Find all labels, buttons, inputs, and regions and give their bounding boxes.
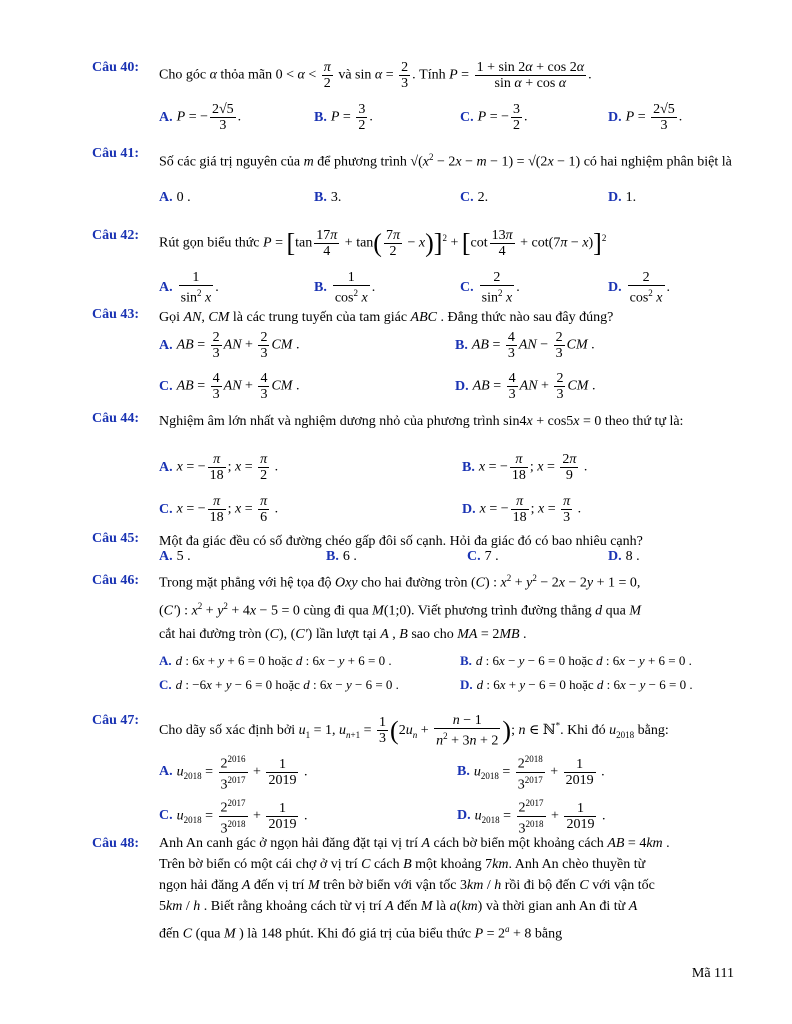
question-text: Cho dãy số xác định bởi $u_1 = 1$, $u_{n+1}$ = $\frac{1}{3}$ ($2u_n$ + $\frac{n - 1}{n^2 + 3n + 2}$ ); n ∈ ℕ*. Khi đó $u_{2018}$ bằng: <box>159 713 669 749</box>
option-b[interactable]: B. AB = $\frac{4}{3}$ AN − $\frac{2}{3}$ CM . <box>455 330 595 361</box>
option-d[interactable]: D. 1. <box>608 190 637 205</box>
option-a[interactable]: A. 0 . <box>159 190 191 205</box>
question-label: Câu 40: <box>92 60 140 75</box>
option-b[interactable]: B. 6 . <box>326 549 357 564</box>
question-label: Câu 43: <box>92 307 140 322</box>
question-text-line: Anh An canh gác ở ngọn hải đăng đặt tại vị trí A cách bờ biển một khoảng cách AB = 4km . <box>159 836 670 851</box>
question-label: Câu 44: <box>92 411 140 426</box>
question-label: Câu 46: <box>92 573 140 588</box>
option-c[interactable]: C. $u_{2018}$ = $\frac{2^{2017}}{3^{2018}}$ + $\frac{1}{2019}$ . <box>159 798 308 837</box>
option-c[interactable]: C. d : −6x + y − 6 = 0 hoặc d : 6x − y − 6 = 0 . <box>159 677 399 692</box>
option-b[interactable]: B. $u_{2018}$ = $\frac{2^{2018}}{3^{2017}}$ + $\frac{1}{2019}$ . <box>457 754 605 793</box>
option-a[interactable]: A. x = − $\frac{\pi}{18}$ ; x = $\frac{\pi}{2}$ . <box>159 452 279 483</box>
option-a[interactable]: A. d : 6x + y + 6 = 0 hoặc d : 6x − y + 6 = 0 . <box>159 653 392 668</box>
option-c[interactable]: C. x = − $\frac{\pi}{18}$ ; x = $\frac{\pi}{6}$ . <box>159 494 279 525</box>
option-b[interactable]: B. d : 6x − y − 6 = 0 hoặc d : 6x − y + 6 = 0 . <box>460 653 692 668</box>
option-d[interactable]: D. $\frac{2}{\cos^2 x}$ . <box>608 270 671 306</box>
option-b[interactable]: B. $\frac{1}{\cos^2 x}$ . <box>314 270 376 306</box>
option-d[interactable]: D. x = − $\frac{\pi}{18}$ ; x = $\frac{\pi}{3}$ . <box>462 494 582 525</box>
option-c[interactable]: C. P = − $\frac{3}{2}$ . <box>460 102 528 133</box>
option-d[interactable]: D. AB = $\frac{4}{3}$ AN + $\frac{2}{3}$ CM . <box>455 371 596 402</box>
option-a[interactable]: A. $\frac{1}{\sin^2 x}$ . <box>159 270 219 306</box>
option-b[interactable]: B. x = − $\frac{\pi}{18}$ ; x = $\frac{2\pi}{9}$ . <box>462 452 588 483</box>
question-text: Một đa giác đều có số đường chéo gấp đôi số cạnh. Hỏi đa giác đó có bao nhiêu cạnh? <box>159 534 643 549</box>
option-d[interactable]: D. 8 . <box>608 549 640 564</box>
question-label: Câu 45: <box>92 531 140 546</box>
question-text-line: Trong mặt phẳng với hệ tọa độ Oxy cho hai đường tròn (C) : $x^2 + y^2 - 2x - 2y + 1 = 0$, <box>159 573 641 591</box>
option-c[interactable]: C. 7 . <box>467 549 499 564</box>
question-text-line: Trên bờ biển có một cái chợ ở vị trí C cách B một khoảng 7km. Anh An chèo thuyền từ <box>159 857 646 872</box>
question-text-line: (C') : $x^2 + y^2 + 4x - 5 = 0$ cùng đi qua M(1;0). Viết phương trình đường thẳng d qua M <box>159 601 641 619</box>
option-d[interactable]: D. P = $\frac{2√5}{3}$ . <box>608 102 683 133</box>
option-c[interactable]: C. $\frac{2}{\sin^2 x}$ . <box>460 270 520 306</box>
question-label: Câu 41: <box>92 146 140 161</box>
question-text-line: 5km / h . Biết rằng khoảng cách từ vị trí A đến M là a(km) và thời gian anh An đi từ A <box>159 899 638 914</box>
question-label: Câu 42: <box>92 228 140 243</box>
question-label: Câu 48: <box>92 836 140 851</box>
option-c[interactable]: C. 2. <box>460 190 489 205</box>
option-d[interactable]: D. d : 6x + y − 6 = 0 hoặc d : 6x − y − 6 = 0 . <box>460 677 693 692</box>
question-text-line: cắt hai đường tròn (C), (C') lần lượt tại A , B sao cho MA = 2MB . <box>159 627 527 642</box>
option-b[interactable]: B. 3. <box>314 190 342 205</box>
option-a[interactable]: A. P = − $\frac{2√5}{3}$ . <box>159 102 242 133</box>
question-text: Gọi AN, CM là các trung tuyến của tam giác ABC . Đẳng thức nào sau đây đúng? <box>159 310 614 325</box>
option-d[interactable]: D. $u_{2018}$ = $\frac{2^{2017}}{3^{2018}}$ + $\frac{1}{2019}$ . <box>457 798 606 837</box>
option-b[interactable]: B. P = $\frac{3}{2}$ . <box>314 102 373 133</box>
question-text: Cho góc α thỏa mãn 0 < α < $\frac{\pi}{2}$ và sin α = $\frac{2}{3}$ . Tính P = $\frac{1 + \sin 2\alpha + \cos 2\alpha}{\text{sin α + cos α}}$ . <box>159 60 592 91</box>
option-a[interactable]: A. $u_{2018}$ = $\frac{2^{2016}}{3^{2017}}$ + $\frac{1}{2019}$ . <box>159 754 308 793</box>
option-a[interactable]: A. 5 . <box>159 549 191 564</box>
option-a[interactable]: A. AB = $\frac{2}{3}$ AN + $\frac{2}{3}$ CM . <box>159 330 300 361</box>
question-text-line: đến C (qua M ) là 148 phút. Khi đó giá trị của biểu thức $P = 2^a + 8$ bằng <box>159 924 563 942</box>
page-footer-code: Mã 111 <box>691 966 734 981</box>
option-c[interactable]: C. AB = $\frac{4}{3}$ AN + $\frac{4}{3}$ CM . <box>159 371 300 402</box>
question-label: Câu 47: <box>92 713 140 728</box>
question-text: Nghiệm âm lớn nhất và nghiệm dương nhỏ của phương trình sin4x + cos5x = 0 theo thứ tự là: <box>159 414 684 429</box>
question-text: Rút gọn biểu thức P = [tan $\frac{17\pi}{4}$ + tan( $\frac{7\pi}{2}$ − x)]$^2$ + [cot $\frac{13\pi}{4}$ + cot(7π − x)]$^2$ <box>159 228 607 259</box>
question-text-line: ngọn hải đăng A đến vị trí M trên bờ biển với vận tốc 3km / h rồi đi bộ đến C với vận tốc <box>159 878 655 893</box>
question-text: Số các giá trị nguyên của m để phương trình $√(x^2 - 2x - m - 1) = √(2x - 1)$ có hai nghiệm phân biệt là <box>159 152 732 170</box>
